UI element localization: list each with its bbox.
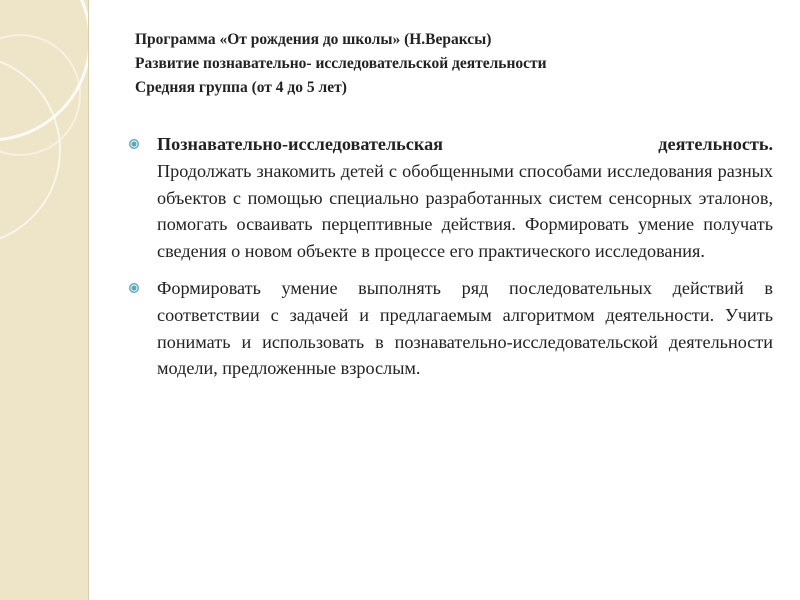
title-line-group: Средняя группа (от 4 до 5 лет) bbox=[135, 79, 347, 96]
title-line-section: Развитие познавательно- исследовательской деятельности bbox=[135, 55, 547, 72]
bullet-circle-icon bbox=[128, 138, 140, 150]
decorative-side-panel bbox=[0, 0, 88, 600]
slide-title bbox=[135, 28, 775, 100]
side-divider bbox=[88, 0, 89, 600]
bullet-text: Формировать умение выполнять ряд последовательных действий в соответствии с задачей и предлагаемым алгоритмом деятельности. Учить понимать и использовать в познавательно-исследовательской деятельности модели, предложенные взрослым. bbox=[157, 277, 773, 379]
bullet-item bbox=[128, 131, 773, 265]
decorative-rings bbox=[0, 0, 88, 600]
title-line-program: Программа «От рождения до школы» (Н.Вераксы) bbox=[135, 31, 492, 48]
bullet-heading: Познавательно-исследовательская деятельность. bbox=[157, 134, 773, 154]
bullet-circle-icon bbox=[128, 282, 140, 294]
bullet-list bbox=[128, 131, 773, 382]
bullet-item bbox=[128, 275, 773, 382]
bullet-text: Продолжать знакомить детей с обобщенными способами исследования разных объектов с помощью специально разработанных систем сенсорных эталонов, помогать осваивать перцептивные действия. Формировать умение получать сведения о новом объекте в процессе его практического исследования. bbox=[157, 160, 773, 262]
